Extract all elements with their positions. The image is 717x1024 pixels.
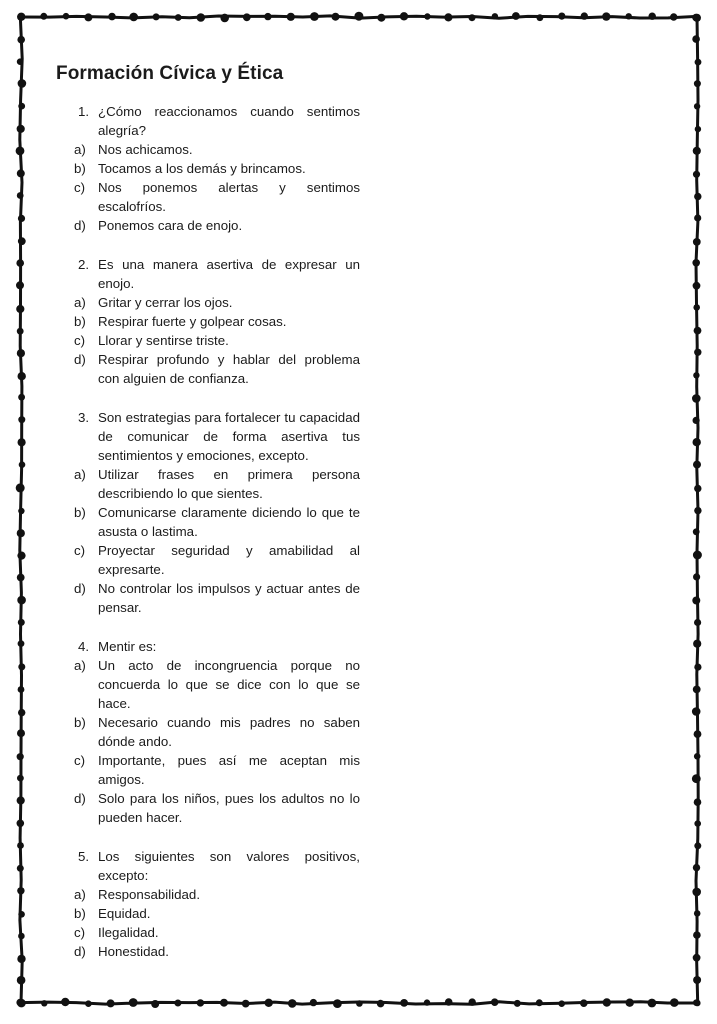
option-text: Importante, pues así me aceptan mis amigos. [98, 753, 360, 787]
option-label: d) [74, 791, 86, 806]
question-1 [56, 102, 360, 235]
page-title: Formación Cívica y Ética [56, 63, 284, 84]
option-label: c) [74, 753, 86, 768]
option-text: Proyectar seguridad y amabilidad al expresarte. [98, 543, 360, 577]
question-text: Mentir es: [98, 639, 157, 654]
question-number: 4. [78, 639, 90, 654]
option-d [74, 350, 360, 388]
question-text: Es una manera asertiva de expresar un enojo. [98, 257, 360, 291]
option-text: Nos ponemos alertas y sentimos escalofríos. [98, 180, 360, 214]
option-b [74, 159, 360, 178]
option-text: No controlar los impulsos y actuar antes de pensar. [98, 581, 360, 615]
question-prompt [74, 637, 360, 656]
question-5 [56, 847, 360, 961]
question-prompt [74, 408, 360, 465]
option-c [74, 923, 360, 942]
option-text: Ponemos cara de enojo. [98, 218, 243, 233]
option-a [74, 656, 360, 713]
option-label: a) [74, 658, 86, 673]
option-c [74, 541, 360, 579]
option-label: a) [74, 467, 86, 482]
question-text: ¿Cómo reaccionamos cuando sentimos alegría? [98, 104, 360, 138]
option-label: b) [74, 505, 86, 520]
option-label: d) [74, 218, 86, 233]
option-label: c) [74, 543, 86, 558]
option-label: c) [74, 925, 86, 940]
option-b [74, 312, 360, 331]
option-text: Nos achicamos. [98, 142, 193, 157]
option-label: c) [74, 180, 86, 195]
option-c [74, 178, 360, 216]
option-text: Respirar fuerte y golpear cosas. [98, 314, 287, 329]
question-number: 2. [78, 257, 90, 272]
option-text: Respirar profundo y hablar del problema con alguien de confianza. [98, 352, 360, 386]
question-text: Son estrategias para fortalecer tu capacidad de comunicar de forma asertiva tus sentimientos y emociones, excepto. [98, 410, 360, 463]
option-label: b) [74, 314, 86, 329]
option-b [74, 503, 360, 541]
option-text: Equidad. [98, 906, 151, 921]
option-a [74, 885, 360, 904]
question-prompt [74, 847, 360, 885]
option-b [74, 713, 360, 751]
option-text: Tocamos a los demás y brincamos. [98, 161, 306, 176]
option-d [74, 942, 360, 961]
option-text: Llorar y sentirse triste. [98, 333, 229, 348]
question-number: 1. [78, 104, 90, 119]
question-prompt [74, 255, 360, 293]
question-prompt [74, 102, 360, 140]
option-text: Necesario cuando mis padres no saben dónde ando. [98, 715, 360, 749]
option-d [74, 216, 360, 235]
option-text: Comunicarse claramente diciendo lo que te asusta o lastima. [98, 505, 360, 539]
option-label: a) [74, 887, 86, 902]
option-text: Responsabilidad. [98, 887, 201, 902]
option-text: Honestidad. [98, 944, 169, 959]
option-label: b) [74, 906, 86, 921]
option-text: Un acto de incongruencia porque no concuerda lo que se dice con lo que se hace. [98, 658, 360, 711]
option-label: b) [74, 715, 86, 730]
option-text: Ilegalidad. [98, 925, 159, 940]
question-number: 3. [78, 410, 90, 425]
option-text: Utilizar frases en primera persona describiendo lo que sientes. [98, 467, 360, 501]
option-d [74, 579, 360, 617]
option-label: c) [74, 333, 86, 348]
option-a [74, 140, 360, 159]
option-label: a) [74, 142, 86, 157]
option-label: d) [74, 352, 86, 367]
worksheet [56, 62, 360, 981]
option-c [74, 331, 360, 350]
question-4 [56, 637, 360, 827]
option-b [74, 904, 360, 923]
option-a [74, 293, 360, 312]
question-text: Los siguientes son valores positivos, excepto: [98, 849, 360, 883]
question-number: 5. [78, 849, 90, 864]
option-d [74, 789, 360, 827]
option-label: d) [74, 944, 86, 959]
option-label: d) [74, 581, 86, 596]
option-c [74, 751, 360, 789]
question-3 [56, 408, 360, 617]
question-2 [56, 255, 360, 388]
option-text: Solo para los niños, pues los adultos no lo pueden hacer. [98, 791, 360, 825]
option-a [74, 465, 360, 503]
option-label: b) [74, 161, 86, 176]
option-text: Gritar y cerrar los ojos. [98, 295, 233, 310]
option-label: a) [74, 295, 86, 310]
